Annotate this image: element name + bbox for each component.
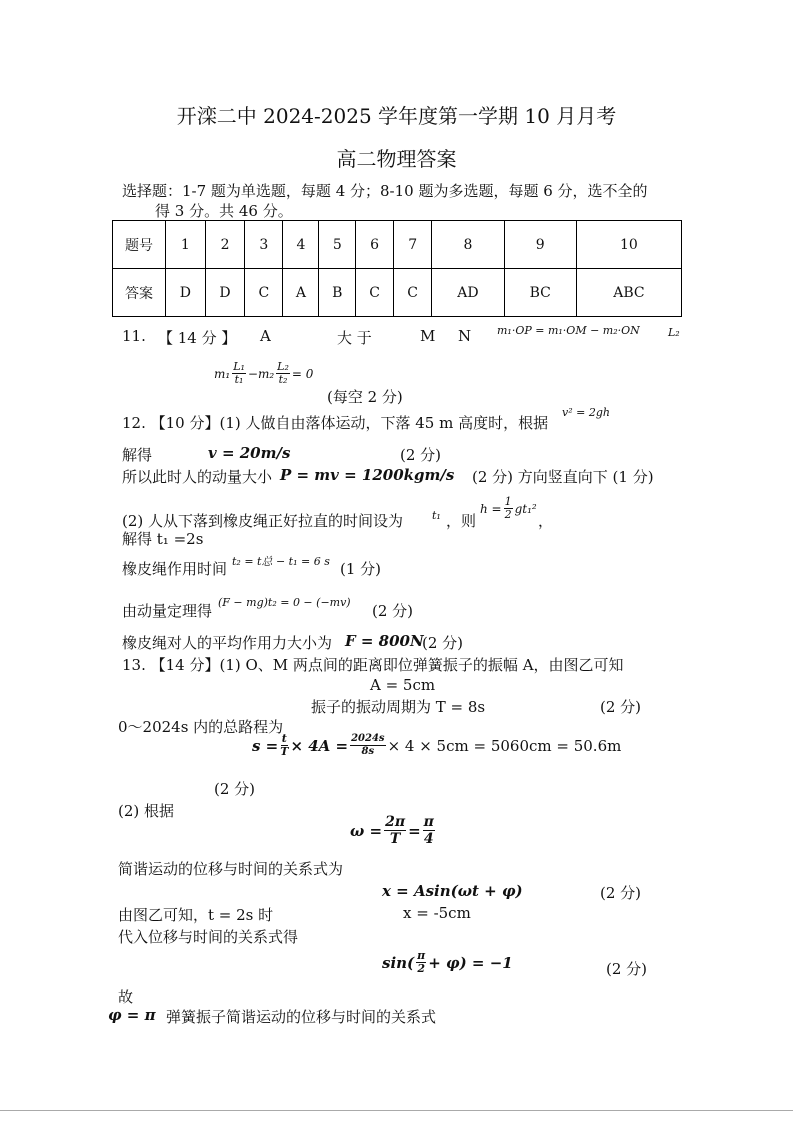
table-cell: AD xyxy=(432,269,504,317)
numerator: 2π xyxy=(385,814,406,830)
denominator: 2 xyxy=(504,508,512,521)
q12-equation-3: P = mv = 1200kgm/s xyxy=(280,466,455,484)
q12-score-7: (2 分) xyxy=(372,602,414,620)
table-cell: 9 xyxy=(504,221,576,269)
q12-line-1: 12. 【10 分】(1) 人做自由落体运动，下落 45 m 高度时，根据 xyxy=(122,414,549,432)
denominator: T xyxy=(280,745,289,758)
denominator: T xyxy=(389,831,401,847)
table-row-answers xyxy=(113,269,682,317)
q13-line-4: 0～2024s 内的总路程为 xyxy=(118,718,284,736)
q12-score-2: (2 分) xyxy=(400,446,442,464)
q12-line-2: 解得 xyxy=(122,446,153,464)
q13-line-6: (2) 根据 xyxy=(118,802,175,820)
q11-score: 【 14 分 】 xyxy=(158,329,237,347)
q12-line-7: 由动量定理得 xyxy=(122,602,213,620)
intro-line-2: 得 3 分。共 46 分。 xyxy=(155,202,293,220)
q13-line-11: 弹簧振子简谐运动的位移与时间的关系式 xyxy=(166,1008,437,1026)
eq-term: sin( xyxy=(382,953,415,972)
table-cell: A xyxy=(283,269,319,317)
table-cell: C xyxy=(356,269,394,317)
denominator: t₂ xyxy=(278,373,288,386)
q12-equation-6: t₂ = t总 − t₁ = 6 s xyxy=(232,555,330,568)
q13-line-8: 由图乙可知，t = 2s 时 xyxy=(118,906,274,924)
eq-term: m₁ xyxy=(214,366,231,381)
q11-answer-2: 大 于 xyxy=(337,329,372,347)
q12-score-8: (2 分) xyxy=(422,634,464,652)
denominator: 8s xyxy=(361,746,375,757)
q12-line-5: 解得 t₁ =2s xyxy=(122,530,204,548)
q11-answer-1: A xyxy=(260,327,271,345)
answer-table xyxy=(112,220,682,317)
table-cell: C xyxy=(394,269,432,317)
table-cell: 3 xyxy=(245,221,283,269)
table-cell: D xyxy=(205,269,245,317)
q13-score-sin: (2 分) xyxy=(606,960,648,978)
q12-t1: t₁ xyxy=(432,509,441,522)
table-cell: B xyxy=(319,269,356,317)
eq-term: s = xyxy=(252,736,279,755)
q13-line-7: 简谐运动的位移与时间的关系式为 xyxy=(118,860,344,878)
q12-line-6: 橡皮绳作用时间 xyxy=(122,560,228,578)
q11-answer-3: M xyxy=(420,327,436,345)
q13-line-3: 振子的振动周期为 T = 8s xyxy=(311,698,486,716)
page-subtitle: 高二物理答案 xyxy=(336,147,457,171)
denominator: 2 xyxy=(417,962,426,975)
numerator: 1 xyxy=(504,495,512,508)
table-row-numbers xyxy=(113,221,682,269)
eq-term: = xyxy=(408,821,421,840)
q12-line-8: 橡皮绳对人的平均作用力大小为 xyxy=(122,634,333,652)
table-cell: C xyxy=(245,269,283,317)
numerator: 2024s xyxy=(351,733,385,744)
q12-line-3-tail: (2 分) 方向竖直向下 (1 分) xyxy=(472,468,654,486)
q13-path-equation xyxy=(252,733,621,758)
eq-term: h = xyxy=(480,501,502,516)
fraction xyxy=(423,814,435,847)
fraction xyxy=(280,733,288,758)
denominator: t₁ xyxy=(234,373,244,386)
q11-note: (每空 2 分) xyxy=(327,388,403,406)
table-header-cell: 答案 xyxy=(113,269,166,317)
numerator: L₂ xyxy=(277,360,289,373)
q13-score-5: (2 分) xyxy=(214,780,256,798)
table-cell: D xyxy=(166,269,206,317)
table-cell: 10 xyxy=(576,221,681,269)
table-cell: 4 xyxy=(283,221,319,269)
table-cell: 6 xyxy=(356,221,394,269)
fraction xyxy=(232,361,246,386)
eq-term: + φ) = −1 xyxy=(428,953,513,972)
q12-equation-4 xyxy=(480,496,537,521)
q12-equation-7: (F − mg)t₂ = 0 − (−mv) xyxy=(218,596,351,609)
eq-term: = 0 xyxy=(291,366,314,381)
q12-score-6: (1 分) xyxy=(340,560,382,578)
numerator: π xyxy=(417,949,426,962)
q11-number: 11. xyxy=(122,327,146,345)
eq-term: gt₁² xyxy=(514,501,537,516)
q11-l2: L₂ xyxy=(668,326,680,339)
q13-omega-equation xyxy=(350,814,437,847)
table-cell: 2 xyxy=(205,221,245,269)
q11-equation-1: m₁·OP = m₁·OM − m₂·ON xyxy=(497,324,640,337)
table-header-cell: 题号 xyxy=(113,221,166,269)
numerator: π xyxy=(423,814,434,830)
numerator: t xyxy=(281,732,287,745)
q12-equation-8: F = 800N xyxy=(345,632,424,650)
q12-line-4: (2) 人从下落到橡皮绳正好拉直的时间设为 xyxy=(122,512,404,530)
numerator: L₁ xyxy=(233,360,245,373)
q13-line-10: 故 xyxy=(118,988,134,1006)
fraction xyxy=(384,814,406,847)
q11-equation-2 xyxy=(214,361,313,386)
table-cell: 1 xyxy=(166,221,206,269)
table-cell: 8 xyxy=(432,221,504,269)
q12-line-4-then: ，则 xyxy=(446,512,477,530)
eq-term: ω = xyxy=(350,821,383,840)
fraction xyxy=(416,950,426,975)
table-cell: 7 xyxy=(394,221,432,269)
q13-phi-equation: φ = π xyxy=(108,1006,156,1024)
q12-equation-2: v = 20m/s xyxy=(208,444,291,462)
fraction xyxy=(350,733,385,758)
q13-equation-8: x = -5cm xyxy=(403,904,471,922)
q13-line-1: 13. 【14 分】(1) O、M 两点间的距离即位弹簧振子的振幅 A，由图乙可知 xyxy=(122,656,624,674)
q13-line-9: 代入位移与时间的关系式得 xyxy=(118,928,299,946)
q11-answer-4: N xyxy=(458,327,472,345)
q13-score-7: (2 分) xyxy=(600,884,642,902)
eq-term: −m₂ xyxy=(247,366,275,381)
eq-term: × 4A = xyxy=(290,736,349,755)
denominator: 4 xyxy=(423,831,434,847)
q13-score-3: (2 分) xyxy=(600,698,642,716)
table-cell: BC xyxy=(504,269,576,317)
q13-sin-equation xyxy=(382,950,513,975)
q12-equation-1: v² = 2gh xyxy=(562,406,610,419)
table-cell: 5 xyxy=(319,221,356,269)
table-cell: ABC xyxy=(576,269,681,317)
page-bottom-divider xyxy=(0,1110,793,1111)
intro-line-1: 选择题：1-7 题为单选题，每题 4 分；8-10 题为多选题，每题 6 分，选不全的 xyxy=(122,182,648,200)
q12-line-4-comma: ， xyxy=(538,512,554,530)
q13-line-2: A = 5cm xyxy=(370,676,436,694)
page-title: 开滦二中 2024-2025 学年度第一学期 10 月月考 xyxy=(176,104,617,128)
q12-line-3: 所以此时人的动量大小 xyxy=(122,468,273,486)
fraction xyxy=(276,361,290,386)
fraction xyxy=(504,496,513,521)
q13-equation-7: x = Asin(ωt + φ) xyxy=(382,882,523,900)
eq-term: × 4 × 5cm = 5060cm = 50.6m xyxy=(387,736,622,755)
